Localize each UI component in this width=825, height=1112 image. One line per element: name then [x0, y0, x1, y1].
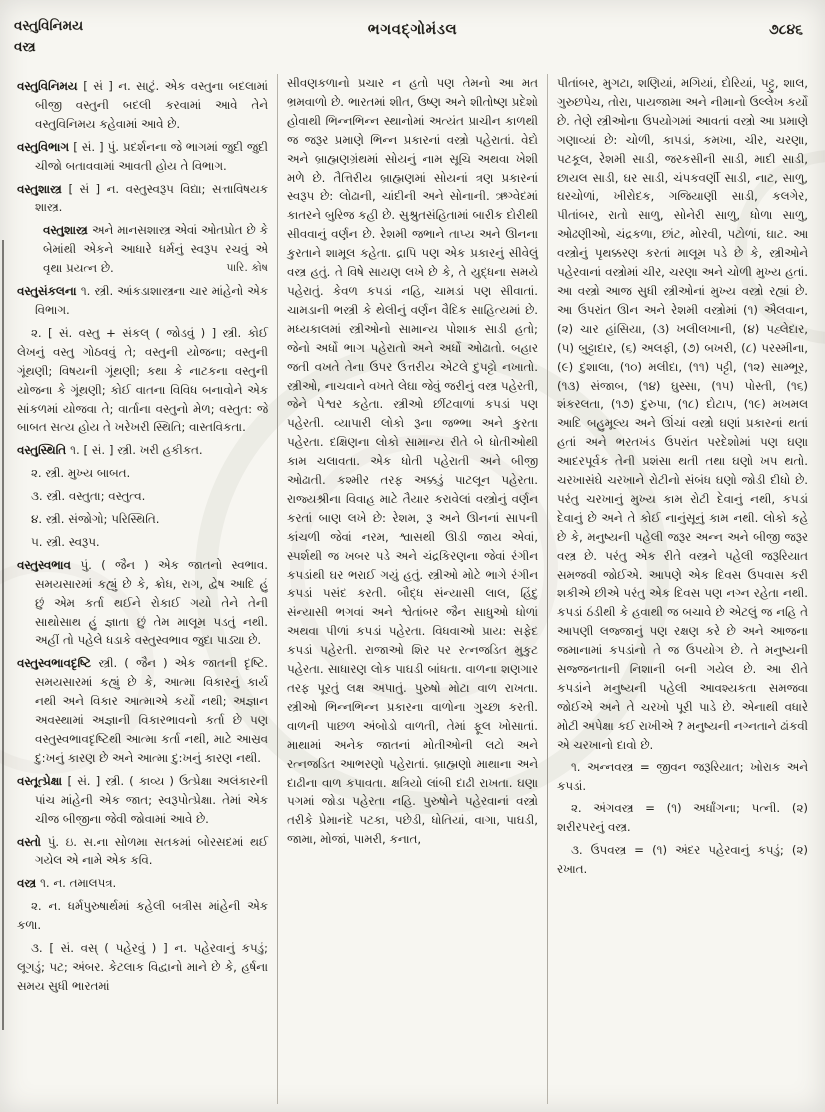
paragraph: ૧. અન્નવસ્ત્ર = જીવન જરૂરિયાત; ખોરાક અને કપડાં.: [557, 759, 808, 793]
entry-headword: વસ્તૂત્પ્રેક્ષા: [17, 773, 68, 788]
paragraph: સીવણકળાનો પ્રચાર ન હતો પણ તેમનો આ મત ભ્રમવાળો છે. ભારતમાં શીત, ઉષ્ણ અને શીતોષ્ણ પ્રદેશો હોવાથી ભિન્નભિન્ન સ્થાનોમાં અત્યંત પ્રાચીન કાળથી જ જરૂર પ્રમાણે ભિન્ન પ્રકારનાં વસ્ત્રો પહેરાતાં. વેદો અને બ્રાહ્મણગ્રંથમાં સોયનું નામ સૂચિ અથવા ખેશી મળે છે. તૈત્તિરીય બ્રાહ્મણમાં સોયનાં ત્રણ પ્રકારનાં સ્વરૂપ છે: લોઢાની, ચાંદીની અને સોનાની. ઋગ્વેદમાં કાતરને બુરિજ કહી છે. સુશ્રુતસંહિતામાં બારીક દોરીથી સીવવાનું વર્ણન છે. રેશમી જભાને તાપ્ય અને ઊનના કુરતાને શામૂલ કહેતા. દ્રાપિ પણ એક પ્રકારનું સીવેલું વસ્ત્ર હતું. તે વિષે સાયણ લખે છે કે, તે યુદ્ધના સમયે પહેરાતું. કેવળ કપડાં નહિ, ચામડાં પણ સીવાતાં. ચામડાની ભસ્ત્રી કે થેલીનું વર્ણન વૈદિક સાહિત્યમાં છે. મધ્યકાલમાં સ્ત્રીઓનો સામાન્ય પોશાક સાડી હતો; જેનો અર્ધો ભાગ પહેરાતો અને અર્ધો ઓઢાતો. બહાર જતી વખતે તેના ઉપર ઉત્તરીય એટલે દુપટ્ટો નખાતો. સ્ત્રીઓ, નાચવાને વખતે લેઘા જેવું જરીનું વસ્ત્ર પહેરતી, જેને પેશ્વર કહેતા. સ્ત્રીઓ છીંટવાળાં કપડાં પણ પહેરતી. વ્યાપારી લોકો રૂના જભ્ભા અને કુરતા પહેરતા. દક્ષિણના લોકો સામાન્ય રીતે બે ધોતીઓથી કામ ચલાવતા. એક ધોતી પહેરાતી અને બીજી ઓઢાતી. કશ્મીર તરફ અક્કડું પાટલૂન પહેરતા. રાજ્યશ્રીના વિવાહ માટે તૈયાર કરાવેલાં વસ્ત્રોનું વર્ણન કરતાં બાણ લખે છે: રેશમ, રૂ અને ઊનનાં સાપની કાંચળી જેવાં નરમ, શ્વાસથી ઊડી જાય એવાં, સ્પર્શથી જ ખબર પડે અને ચંદ્રકિરણના જેવાં રંગીન કપડાંથી ઘર ભરાઈ ગયું હતું. સ્ત્રીઓ મોટે ભાગે રંગીન કપડાં પસંદ કરતી. બૌદ્ધ સંન્યાસી લાલ, હિંદુ સંન્યાસી ભગવાં અને શ્વેતાંબર જૈન સાધુઓ ધોળાં અથવા પીળાં કપડાં પહેરતા. વિધવાઓ પ્રાય: સફેદ કપડાં પહેરતી. રાજાઓ શિર પર રત્નજડિત મુકુટ પહેરતા. સાધારણ લોક પાઘડી બાંધતા. વાળના શણગાર તરફ પૂરતું લક્ષ અપાતું. પુરુષો મોટા વાળ રાખતા. સ્ત્રીઓ ભિન્નભિન્ન પ્રકારના વાળોના ગુચ્છા કરતી. વાળની પાછળ અંબોડો વાળતી, તેમાં ફૂલ ખોસાતાં. માથામાં અનેક જાતનાં મોતીઓની લટો અને રત્નજડિત આભરણો પહેરાતાં. બ્રાહ્મણો માથાના અને દાઢીના વાળ કપાવતા. ક્ષત્રિયો લાંબી દાઢી રાખતા. ઘણા પગમાં જોડા પહેરતા નહિ. પુરુષોને પહેરવાનાં વસ્ત્રો તરીકે પ્રેમાનંદે પટકા, પછેડી, ધોતિયાં, વાગા, પાઘડી, જામા, મોજાં, પામરી, કનાત,: [287, 76, 538, 847]
dictionary-entry: વસ્ત્ર ૧. ન. તમાલપત્ર.: [17, 876, 117, 891]
dictionary-entry: વસ્તુસ્વભાવ પું. ( જૈન ) એક જાતનો સ્વભાવ. સમયસારમાં કહ્યું છે કે, ક્રોધ, રાગ, દ્વેષ આદિ હું છું એમ કર્તા થઈને રોકાઈ ગયો તેને તેની સાથોસાથ હું જ્ઞાતા છું તેમ માલૂમ પડતું નથી. અહીં તો પહેલે ધડાકે વસ્તુસ્વભાવ જુદા પાડ્યા છે.: [17, 557, 269, 648]
dictionary-entry: વસ્તુસ્વભાવદૃષ્ટિ સ્ત્રી. ( જૈન ) એક જાતની દૃષ્ટિ. સમયસારમાં કહ્યું છે કે, આત્મા વિકારનું કાર્ય નથી અને વિકાર આત્માએ કર્યો નથી; અજ્ઞાન અવસ્થામાં અજ્ઞાની વિકારભાવનો કર્તા છે પણ વસ્તુસ્વભાવદૃષ્ટિથી આત્મા કર્તા નથી, માટે આસ્રવ દુ:ખનું કારણ છે અને આત્મા દુ:ખનું કારણ નથી.: [17, 656, 269, 765]
dictionary-entry: વસ્તુસંકલના ૧. સ્ત્રી. આંકડાશાસ્ત્રના ચાર માંહેનો એક વિભાગ.: [17, 284, 268, 317]
dictionary-entry: વસ્તુવિનિમય [ સં ] ન. સાટું. એક વસ્તુના બદલામાં બીજી વસ્તુની બદલી કરવામાં આવે તેને વસ્તુવિનિમય કહેવામાં આવે છે.: [17, 79, 268, 131]
entry-headword: વસ્તુવિભાગ: [17, 139, 74, 154]
entry-headword: વસ્તુશાસ્ત્ર: [43, 223, 93, 238]
dictionary-entry: વસ્તો પું. ઇ. સ.ના સોળમા સતકમાં બોરસદમાં થઈ ગયેલ એ નામે એક કવિ.: [17, 834, 268, 868]
paragraph: પીતાંબર, મુગટા, શણિયાં, મગિયાં, દોરિયાં, પટ્ટુ, શાલ, ગુરુછપેચ, તોરા, પાયજામા અને નીમાનો ઉલ્લેખ કર્યો છે. તેણે સ્ત્રીઓના ઉપયોગમાં આવતાં વસ્ત્રો આ પ્રમાણે ગણાવ્યાં છે: ચોળી, કાપડાં, કમખા, ચીર, ચરણા, પટકૂલ, રેશમી સાડી, જરકસીની સાડી, માદી સાડી, છાયલ સાડી, ઘર સાડી, ચંપકવર્ણી સાડી, નાટ, સાળુ, ઘરચોળાં, ખીરોદક, ગજિયાણી સાડી, કલગેર, પીતાંબર, રાતો સાળુ, સોનેરી સાળુ, ધોળા સાળુ, ઓઢણીઓ, ચંદ્રકળા, છાંટ, મોરવી, પટોળાં, ઘાટ. આ વસ્ત્રોનું પૃથક્કરણ કરતાં માલૂમ પડે છે કે, સ્ત્રીઓને પહેરવાનાં વસ્ત્રોમાં ચીર, ચરણા અને ચોળી મુખ્ય હતાં. આ વસ્ત્રો આજ સુધી સ્ત્રીઓનાં મુખ્ય વસ્ત્રો રહ્યાં છે. આ ઉપરાંત ઊન અને રેશમી વસ્ત્રોમાં (૧) ઐલવાન, (૨) ચાર હાંસિયા, (૩) ખલીલખાની, (૪) પહ્લેદાર, (૫) બુટ્ટાદાર, (૬) અલફી, (૭) બખરી, (૮) પરસ્મીના, (૯) દુશાલા, (૧૦) મલીદા, (૧૧) પટ્ટી, (૧૨) સામ્ભૂર, (૧૩) સંજાબ, (૧૪) ઘુસ્સા, (૧૫) પોસ્તી, (૧૬) શંકરલતા, (૧૭) દુરુપા, (૧૮) દોટાપ, (૧૯) મખમલ આદિ બહુમૂલ્ય અને ઊંચાં વસ્ત્રો ઘણાં પ્રકારનાં થતાં હતાં અને ભરતખંડ ઉપરાંત પરદેશોમાં પણ ઘણા આદરપૂર્વક તેની પ્રશંસા થતી તથા ઘણો ખપ થતો. ચરખાસંઘે ચરખાને રોટીનો સંબંધ ઘણો જોડી દીધો છે. પરંતુ ચરખાનું મુખ્ય કામ રોટી દેવાનું નથી, કપડાં દેવાનું છે અને તે કોઈ નાનુંસૂનું કામ નથી. લોકો કહે છે કે, મનુષ્યની પહેલી જરૂર અન્ન અને બીજી જરૂર વસ્ત્ર છે. પરંતુ એક રીતે વસ્ત્રને પહેલી જરૂરિયાત સમજવી જોઈએ. આપણે એક દિવસ ઉપવાસ કરી શકીએ છીએ પરંતુ એક દિવસ પણ નગ્ન રહેતા નથી. કપડાં ઠંડીથી કે હવાથી જ બચાવે છે એટલું જ નહિ તે આપણી લજ્જાનું પણ રક્ષણ કરે છે અને આજના જમાનામાં કપડાંનો તે જ ઉપયોગ છે. તે મનુષ્યની સજ્જનતાની નિશાની બની ગયેલ છે. આ રીતે કપડાંને મનુષ્યની પહેલી આવશ્યકતા સમજવા જોઈએ અને તે ચરખો પૂરી પાડે છે. એનાથી વધારે મોટી અપેક્ષા કઈ રાખીએ ? મનુષ્યની નગ્નતાને ઢાંકવી એ ચરખાનો દાવો છે.: [557, 76, 809, 752]
paragraph: ૪. સ્ત્રી. સંજોગો; પરિસ્થિતિ.: [31, 512, 160, 527]
entry-headword: વસ્તો: [17, 834, 48, 849]
paragraph: ૩. સ્ત્રી. વસ્તુતા; વસ્તુત્વ.: [31, 489, 146, 504]
catchword-bottom: વસ્ત્ર: [14, 39, 36, 55]
page-number: ૭૮૪૬: [769, 22, 803, 38]
entry-headword: વસ્તુસ્થિતિ: [17, 443, 71, 458]
paragraph: ૩. ઉપવસ્ત્ર = (૧) અંદર પહેરવાનું કપડું; (૨) રખાત.: [557, 843, 808, 877]
entry-headword: વસ્ત્ર: [17, 876, 41, 891]
dictionary-entry: વસ્તુશાસ્ત્ર [ સં ] ન. વસ્તુસ્વરૂપ વિદ્યા; સત્તાવિષયક શાસ્ત્ર.: [17, 181, 268, 215]
paragraph: ૫. સ્ત્રી. સ્વરૂપ.: [31, 534, 100, 549]
book-title: ભગવદ્ગોમંડલ: [367, 20, 458, 38]
entry-headword: વસ્તુસ્વભાવદૃષ્ટિ: [17, 656, 99, 671]
catchword-top: વસ્તુવિનિમય: [14, 18, 84, 34]
paragraph: ૨. અંગવસ્ત્ર = (૧) અર્ધાંગના; પત્ની. (૨) શરીરપરનું વસ્ત્ર.: [557, 801, 808, 835]
entry-headword: વસ્તુશાસ્ત્ર: [17, 181, 69, 196]
entry-headword: વસ્તુસ્વભાવ: [17, 557, 81, 572]
citation: પારિ. કોષ: [226, 261, 268, 275]
dictionary-entry: વસ્તુસ્થિતિ ૧. [ સં. ] સ્ત્રી. ખરી હકીકત.: [17, 443, 203, 458]
dictionary-entry: વસ્તુવિભાગ [ સં. ] પું. પ્રદર્શનના જે ભાગમાં જુદી જુદી ચીજો બતાવવામાં આવતી હોય તે વિભાગ.: [17, 139, 269, 173]
dictionary-entry: વસ્તુશાસ્ત્ર અને માનસશાસ્ત્ર એવાં ઓતપ્રોત છે કે બેમાંથી એકને આધારે ધર્મનું સ્વરૂપ રચવું એ વૃથા પ્રયત્ન છે. પારિ. કોષ: [17, 221, 268, 278]
entry-headword: વસ્તુસંકલના: [17, 284, 81, 299]
column-3: [548, 72, 817, 1106]
scan-edge-line: [2, 240, 4, 1030]
column-1: [8, 72, 277, 1106]
column-2: [278, 72, 547, 1106]
entry-headword: વસ્તુવિનિમય: [17, 79, 84, 93]
page-header: [0, 0, 825, 70]
text-columns: [8, 72, 817, 1106]
paragraph: ૨. સ્ત્રી. મુખ્ય બાબત.: [31, 466, 131, 481]
paragraph: ૩. [ સં. વસ્ ( પહેરવું ) ] ન. પહેરવાનું કપડું; લૂગડું; પટ; અંબર. કેટલાક વિદ્વાનો માને છે કે, હર્ષના સમય સુધી ભારતમાં: [17, 941, 268, 993]
dictionary-entry: વસ્તૂત્પ્રેક્ષા [ સં. ] સ્ત્રી. ( કાવ્ય ) ઉત્પ્રેક્ષા અલંકારની પાંચ માંહેની એક જાત; સ્વરૂપોત્પ્રેક્ષા. તેમાં એક ચીજ બીજીના જેવી જોવામાં આવે છે.: [17, 773, 268, 826]
paragraph: ૨. ન. ધર્મપુરુષાર્થમાં કહેલી બત્રીસ માંહેની એક કળા.: [17, 899, 268, 933]
paragraph: ૨. [ સં. વસ્તુ + સંકલ્ ( જોડવું ) ] સ્ત્રી. કોઈ લેખનું વસ્તુ ગોઠવવું તે; વસ્તુની યોજના; વસ્તુની ગૂંથણી; વિષયની ગૂંથણી; કથા કે નાટકના વસ્તુની યોજના કે ગૂંથણી; કોઈ વાતના વિવિધ બનાવોને એક સાંકળમાં યોજવા તે; વાર્તાના વસ્તુનો મેળ; વસ્તુત: જે બાબત સત્ય હોય તે ખરેખરી સ્થિતિ; વાસ્તવિકતા.: [17, 325, 268, 435]
